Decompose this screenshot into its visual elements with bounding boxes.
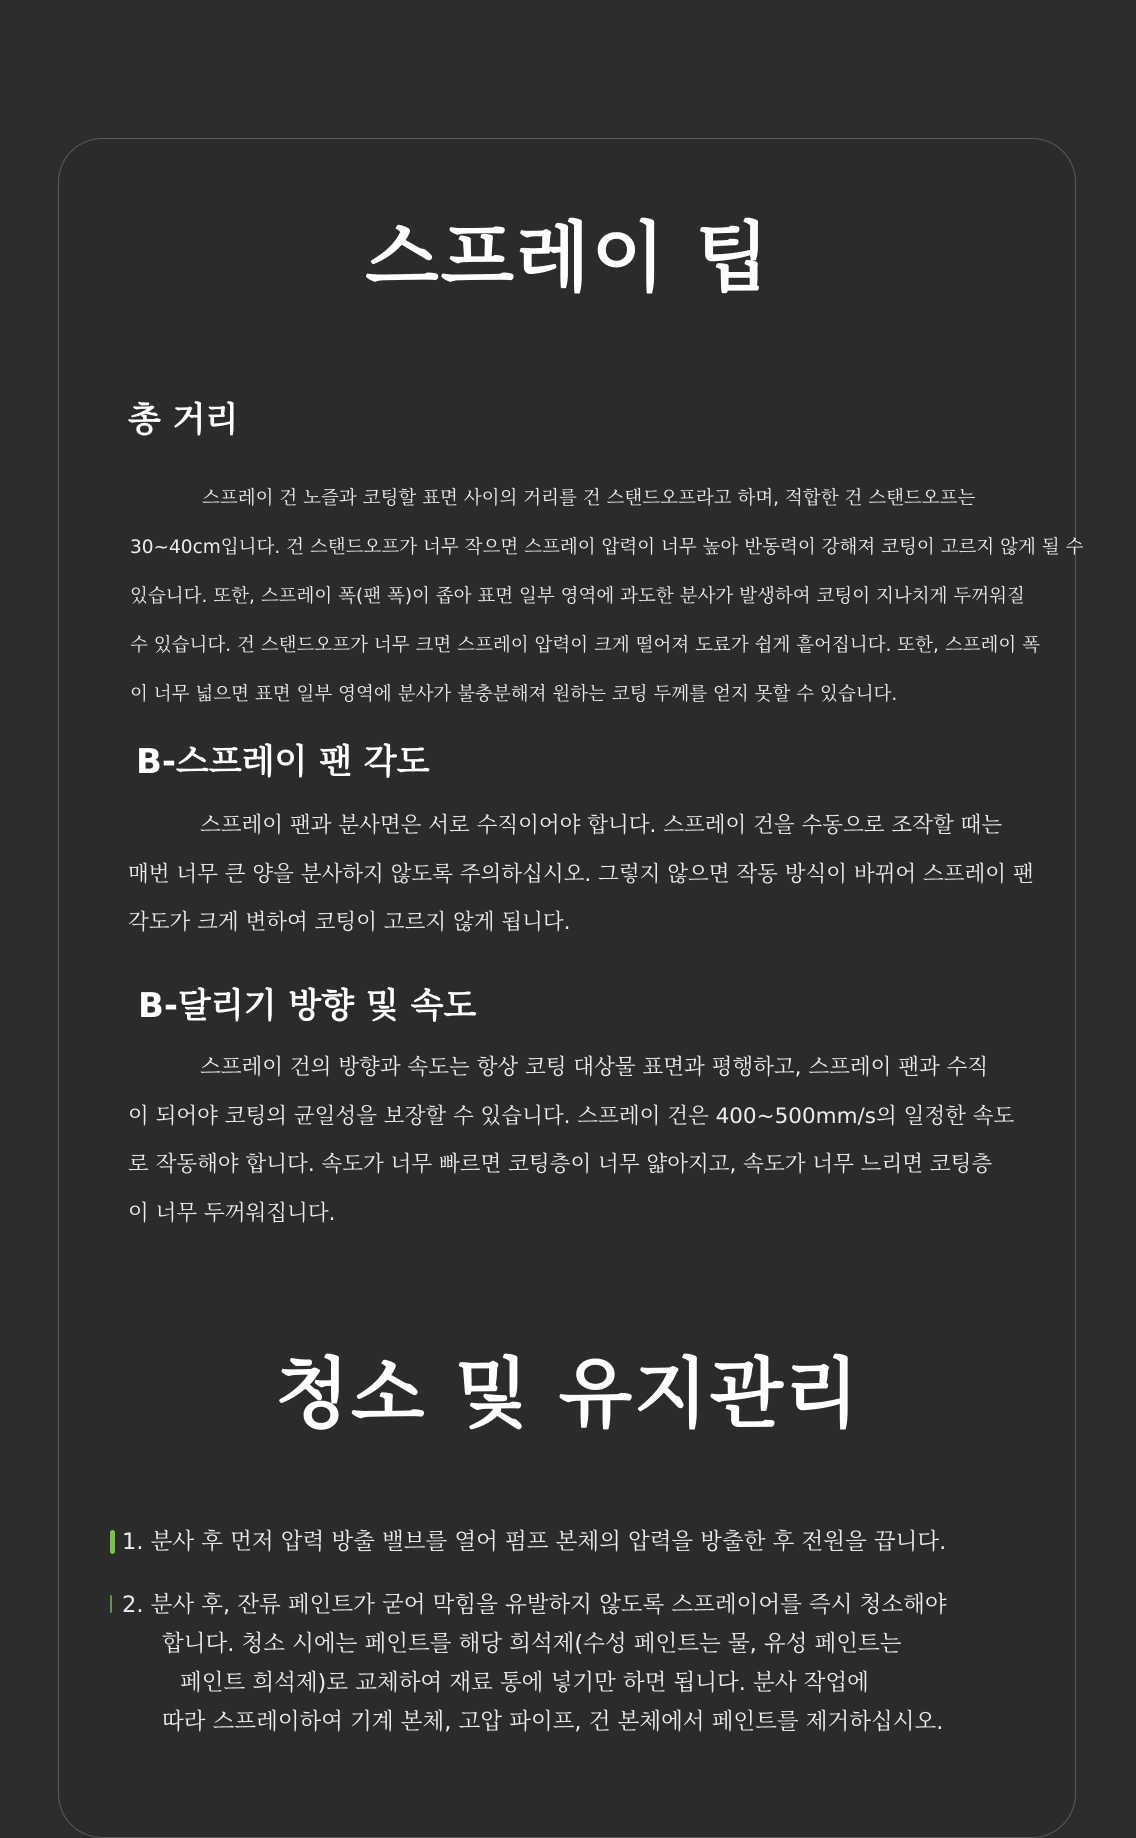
paragraph-line: 각도가 크게 변하여 코팅이 고르지 않게 됩니다.: [128, 910, 571, 935]
step-marker: [110, 1595, 112, 1613]
paragraph-line: 이 되어야 코팅의 균일성을 보장할 수 있습니다. 스프레이 건은 400~500mm/s의 일정한 속도: [128, 1103, 1015, 1129]
step-line: 페인트 희석제)로 교체하여 재료 통에 넣기만 하면 됩니다. 분사 작업에: [180, 1670, 869, 1696]
paragraph-line: 이 너무 넓으면 표면 일부 영역에 분사가 불충분해져 원하는 코팅 두께를 얻지 못할 수 있습니다.: [130, 684, 898, 705]
cleaning-step-2: [112, 1586, 1012, 1742]
step-marker: [110, 1530, 115, 1554]
paragraph-line: 스프레이 건 노즐과 코팅할 표면 사이의 거리를 건 스탠드오프라고 하며, 적합한 건 스탠드오프는: [202, 488, 976, 509]
paragraph-line: 30~40cm입니다. 건 스탠드오프가 너무 작으면 스프레이 압력이 너무 높아 반동력이 강해져 코팅이 고르지 않게 될 수: [130, 537, 1084, 558]
page-title-cleaning: 청소 및 유지관리: [275, 1349, 861, 1438]
page-title-spray-tips: 스프레이 팁: [365, 213, 771, 302]
paragraph-line: 이 너무 두꺼워집니다.: [128, 1200, 336, 1226]
step-line: 합니다. 청소 시에는 페인트를 해당 희석제(수성 페인트는 물, 유성 페인트는: [162, 1631, 902, 1657]
paragraph-distance: [130, 474, 1084, 719]
paragraph-line: 스프레이 건의 방향과 속도는 항상 코팅 대상물 표면과 평행하고, 스프레이 팬과 수직: [200, 1055, 989, 1080]
section-heading-direction-speed: B-달리기 방향 및 속도: [138, 986, 477, 1026]
paragraph-line: 매번 너무 큰 양을 분사하지 않도록 주의하십시오. 그렇지 않으면 작동 방식이 바뀌어 스프레이 팬: [128, 861, 1034, 887]
paragraph-direction-speed: [128, 1044, 1015, 1238]
step-line: 2. 분사 후, 잔류 페인트가 굳어 막힘을 유발하지 않도록 스프레이어를 즉시 청소해야: [122, 1592, 947, 1618]
cleaning-steps-list: [112, 1518, 1012, 1742]
step-line: 1. 분사 후 먼저 압력 방출 밸브를 열어 펌프 본체의 압력을 방출한 후 전원을 끕니다.: [122, 1529, 947, 1555]
paragraph-line: 있습니다. 또한, 스프레이 폭(팬 폭)이 좁아 표면 일부 영역에 과도한 분사가 발생하여 코팅이 지나치게 두꺼워질: [130, 586, 1025, 607]
cleaning-step-1: [112, 1518, 1012, 1566]
paragraph-fan-angle: [128, 802, 1034, 948]
paragraph-line: 로 작동해야 합니다. 속도가 너무 빠르면 코팅층이 너무 얇아지고, 속도가 너무 느리면 코팅층: [128, 1152, 993, 1177]
section-heading-fan-angle: B-스프레이 팬 각도: [136, 742, 430, 782]
paragraph-line: 스프레이 팬과 분사면은 서로 수직이어야 합니다. 스프레이 건을 수동으로 조작할 때는: [200, 813, 1003, 838]
paragraph-line: 수 있습니다. 건 스탠드오프가 너무 크면 스프레이 압력이 크게 떨어져 도료가 쉽게 흩어집니다. 또한, 스프레이 폭: [130, 635, 1041, 656]
section-heading-distance: 총 거리: [128, 400, 239, 440]
step-line: 따라 스프레이하여 기계 본체, 고압 파이프, 건 본체에서 페인트를 제거하십시오.: [162, 1709, 944, 1735]
